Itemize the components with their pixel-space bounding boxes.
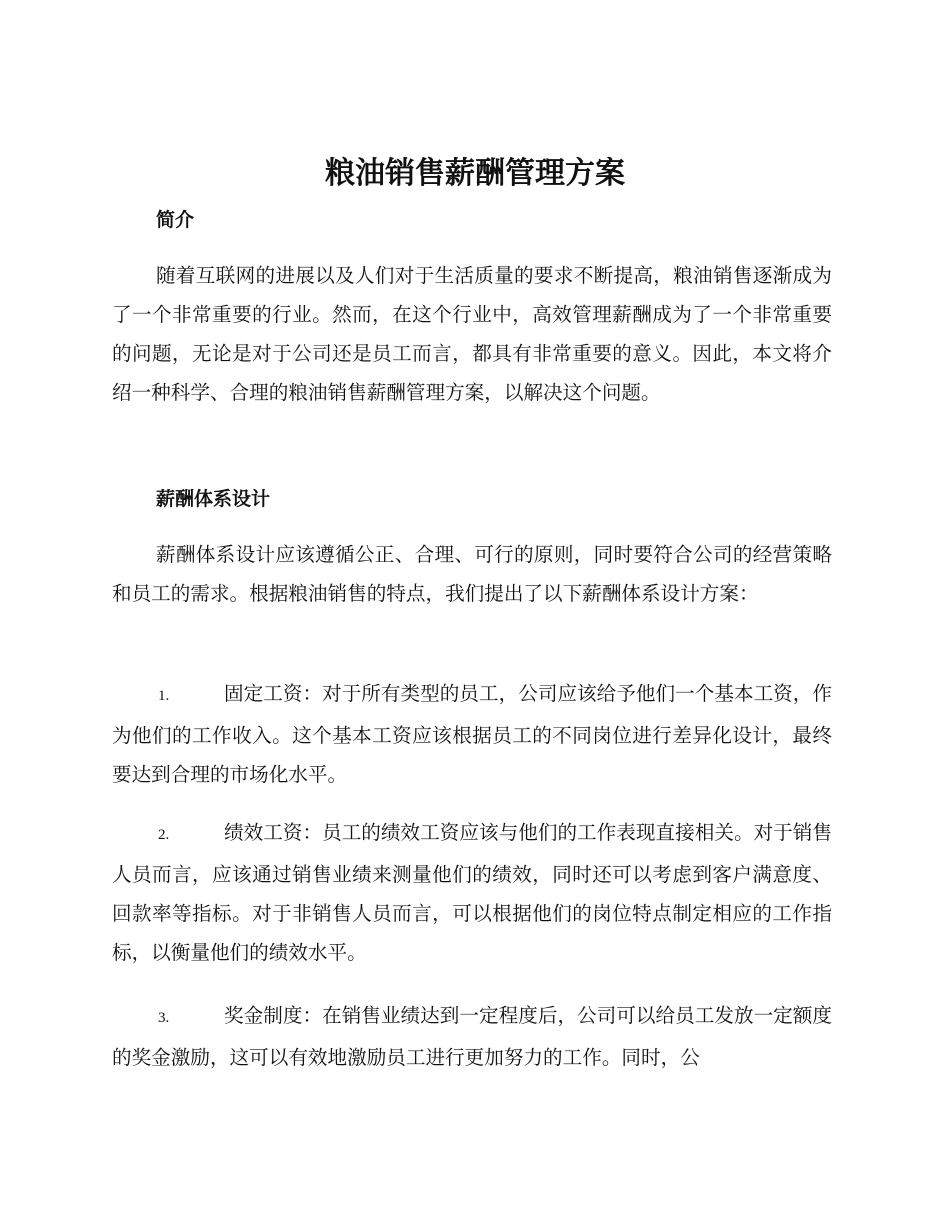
list-item-text: 奖金制度：在销售业绩达到一定程度后，公司可以给员工发放一定额度的奖金激励，这可以有效地激励员工进行更加努力的工作。同时，公 (112, 1004, 832, 1069)
intro-paragraph: 随着互联网的进展以及人们对于生活质量的要求不断提高，粮油销售逐渐成为了一个非常重要的行业。然而，在这个行业中，高效管理薪酬成为了一个非常重要的问题，无论是对于公司还是员工而言，都具有非常重要的意义。因此，本文将介绍一种科学、合理的粮油销售薪酬管理方案，以解决这个问题。 (112, 264, 832, 404)
list-item-text: 固定工资：对于所有类型的员工，公司应该给予他们一个基本工资，作为他们的工作收入。这个基本工资应该根据员工的不同岗位进行差异化设计，最终要达到合理的市场化水平。 (112, 682, 832, 786)
list-item-performance-salary (112, 813, 832, 972)
list-item-text: 绩效工资：员工的绩效工资应该与他们的工作表现直接相关。对于销售人员而言，应该通过销售业绩来测量他们的绩效，同时还可以考虑到客户满意度、回款率等指标。对于非销售人员而言，可以根据他们的岗位特点制定相应的工作指标，以衡量他们的绩效水平。 (112, 821, 832, 964)
list-item-number: 2. (158, 827, 170, 843)
list-item-fixed-salary (112, 674, 832, 794)
section-heading-intro: 简介 (156, 209, 195, 231)
salary-system-paragraph: 薪酬体系设计应该遵循公正、合理、可行的原则，同时要符合公司的经营策略和员工的需求。根据粮油销售的特点，我们提出了以下薪酬体系设计方案： (112, 543, 832, 605)
list-item-number: 3. (158, 1010, 170, 1026)
document-title: 粮油销售薪酬管理方案 (325, 156, 625, 191)
list-item-bonus-system (112, 996, 832, 1077)
list-item-number: 1. (158, 688, 170, 704)
section-heading-salary-system: 薪酬体系设计 (156, 488, 271, 510)
